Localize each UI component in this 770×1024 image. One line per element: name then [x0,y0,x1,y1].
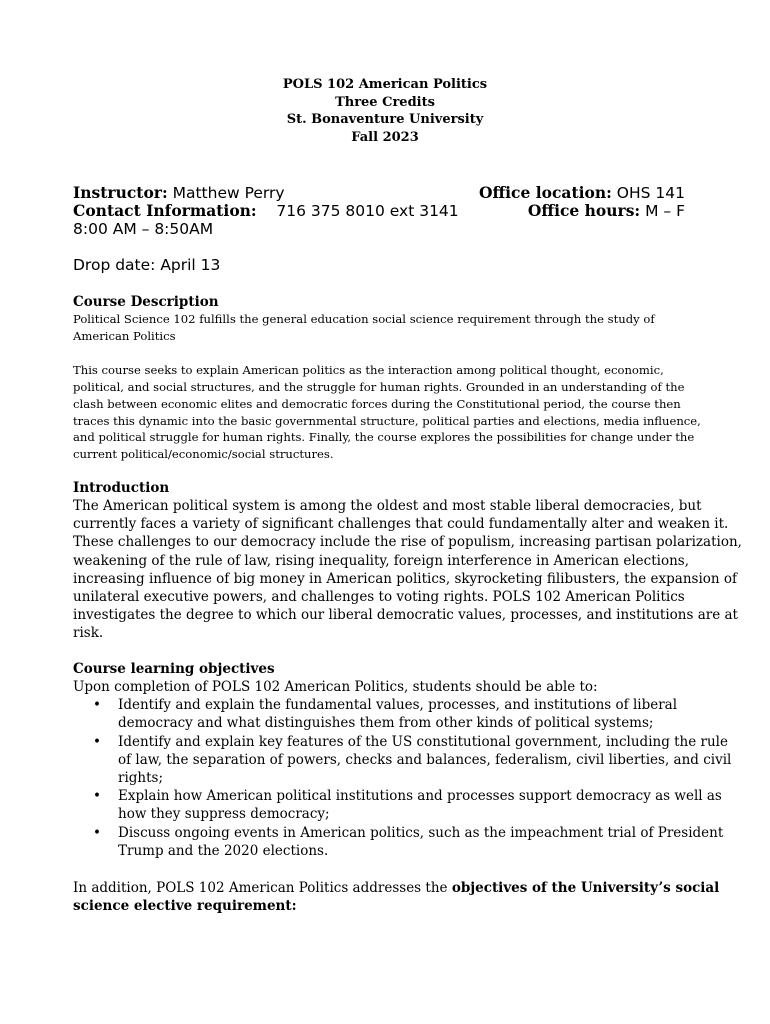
course-description-para2 [73,362,701,463]
text-line: investigates the degree to which our liberal democratic values, processes, and institutions are at [73,607,738,624]
text-line [73,897,698,915]
drop-date: Drop date: April 13 [73,256,221,274]
course-credits: Three Credits [335,94,435,110]
contact-value: 716 375 8010 ext 3141 [276,202,459,220]
list-item [73,696,698,732]
text-line: American Politics [73,328,176,343]
course-title: POLS 102 American Politics [282,77,488,92]
text-line: Identify and explain key features of the US constitutional government, including the rule [118,733,728,750]
bullet-icon: • [93,788,101,805]
addition-colon: : [291,898,297,915]
text-line: risk. [73,625,104,642]
office-location-label: Office location: [478,183,612,202]
list-item [73,787,722,823]
course-description-para1 [73,311,698,345]
instructor-value: Matthew Perry [172,184,285,202]
text-line: how they suppress democracy; [118,806,330,823]
text-line: democracy and what distinguishes them from other kinds of political systems; [118,715,654,732]
office-location-value: OHS 141 [616,184,685,202]
text-line: Identify and explain the fundamental values, processes, and institutions of liberal [118,697,678,714]
text-line: This course seeks to explain American politics as the interaction among political thought, economic, [73,362,664,377]
objectives-heading: Course learning objectives [73,661,275,677]
objectives-section [73,660,732,860]
text-line: Discuss ongoing events in American politics, such as the impeachment trial of President [118,824,724,841]
text-line: unilateral executive powers, and challenges to voting rights. POLS 102 American Politics [73,589,685,606]
instructor-label: Instructor: [73,183,168,202]
bullet-icon: • [93,733,101,750]
text-line: currently faces a variety of significant challenges that could fundamentally alter and weaken it. [73,516,729,533]
university-name: St. Bonaventure University [286,112,484,127]
info-row-1 [73,183,685,202]
introduction-section [73,479,742,643]
bullet-icon: • [93,824,101,841]
introduction-body [73,497,742,643]
office-hours-label: Office hours: [527,201,641,220]
text-line: current political/economic/social structures. [73,447,334,462]
list-item [73,824,724,860]
text-line: Explain how American political institutions and processes support democracy as well as [118,788,722,805]
bullet-icon: • [93,697,101,714]
course-header [0,76,770,146]
semester: Fall 2023 [351,129,419,145]
info-row-3 [73,220,685,239]
office-hours-time: 8:00 AM – 8:50AM [73,220,214,238]
text-line: increasing influence of big money in American politics, skyrocketing filibusters, the expansion of [73,570,738,587]
contact-label: Contact Information: [73,201,257,220]
introduction-heading: Introduction [73,480,170,496]
addition-text: In addition, POLS 102 American Politics addresses the [73,880,452,896]
text-line: clash between economic elites and democratic forces during the Constitutional period, the course then [73,396,681,411]
office-hours-value: M – F [645,202,685,220]
objectives-list [73,696,732,860]
text-line [73,879,720,897]
text-line: Political Science 102 fulfills the general education social science requirement through the study of [73,312,655,326]
text-line: The American political system is among the oldest and most stable liberal democracies, but [73,498,702,514]
text-line: traces this dynamic into the basic governmental structure, political parties and elections, media influence, [73,413,701,428]
text-line: of law, the separation of powers, checks and balances, federalism, civil liberties, and civil [118,751,732,768]
addition-paragraph [73,879,720,915]
addition-bold-text: science elective requirement [73,898,292,915]
text-line: rights; [118,770,164,787]
addition-bold-text: objectives of the University’s social [451,880,720,896]
text-line: Trump and the 2020 elections. [118,842,329,859]
text-line: political, and social structures, and the struggle for human rights. Grounded in an understanding of the [73,379,685,394]
text-line: These challenges to our democracy include the rise of populism, increasing partisan polarization, [73,534,742,551]
info-row-2 [73,201,685,220]
course-description-section [73,293,701,463]
list-item [73,733,732,788]
objectives-intro: Upon completion of POLS 102 American Politics, students should be able to: [73,679,598,695]
course-description-heading: Course Description [73,294,219,310]
text-line: and political struggle for human rights. Finally, the course explores the possibilities for change under the [73,430,695,445]
text-line: weakening of the rule of law, rising inequality, foreign interference in American elections, [73,552,689,569]
